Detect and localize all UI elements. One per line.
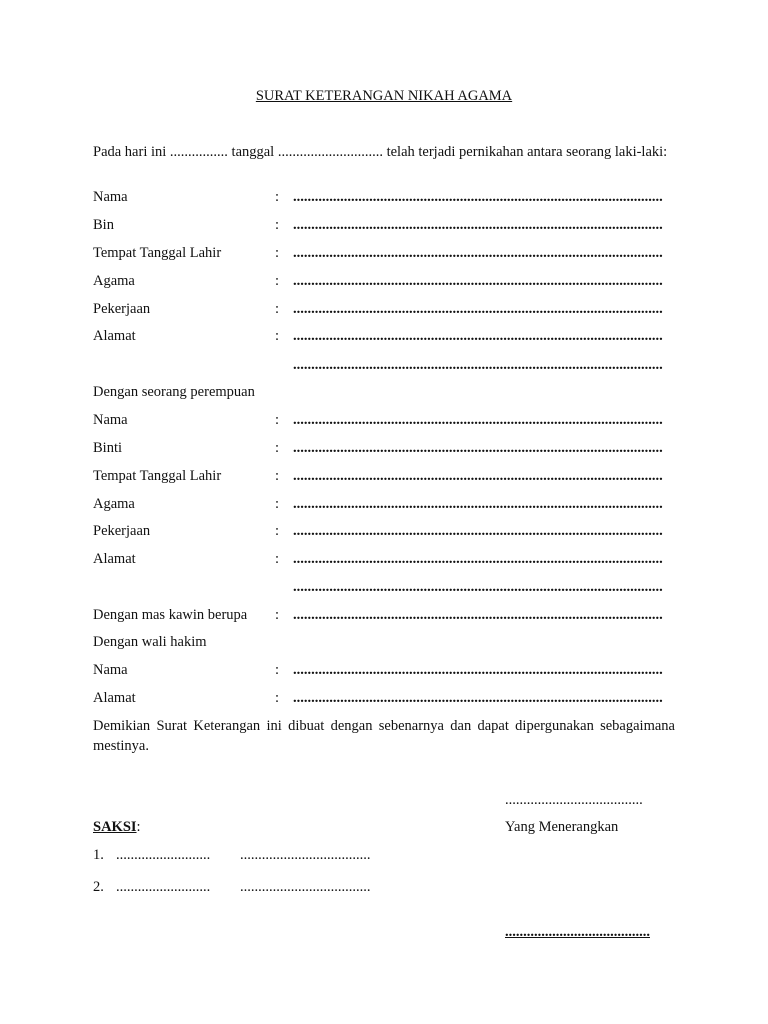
field-fill-line: ...................................................................................................... <box>293 690 663 706</box>
bride-field-alamat-cont <box>93 577 675 597</box>
groom-field-agama <box>93 271 675 291</box>
guardian-field-alamat <box>93 688 675 708</box>
field-label: Agama <box>93 496 135 512</box>
field-label: Nama <box>93 412 128 428</box>
field-fill-line: ...................................................................................................... <box>293 328 663 344</box>
field-fill-line: ...................................................................................................... <box>293 551 663 567</box>
field-colon: : <box>275 245 280 261</box>
field-colon: : <box>275 189 280 205</box>
closing-paragraph: Demikian Surat Keterangan ini dibuat dengan sebenarnya dan dapat dipergunakan sebagaimana mestinya. <box>93 718 675 754</box>
field-colon: : <box>275 662 280 678</box>
field-fill-line: ...................................................................................................... <box>293 662 663 678</box>
intro-paragraph: Pada hari ini ................ tanggal ............................. telah terjadi pernikahan antara seorang laki-laki: <box>93 144 668 160</box>
field-fill-line: ...................................................................................................... <box>293 523 663 539</box>
bride-field-nama <box>93 410 675 430</box>
field-label: Pekerjaan <box>93 301 151 317</box>
field-colon: : <box>275 496 280 512</box>
witness-sign-line: .................................... <box>240 847 371 863</box>
groom-field-pekerjaan <box>93 299 675 319</box>
witness-sign-line: .................................... <box>240 879 371 895</box>
field-colon: : <box>275 440 280 456</box>
field-label: Alamat <box>93 328 136 344</box>
field-colon: : <box>275 551 280 567</box>
field-label: Dengan mas kawin berupa <box>93 607 248 623</box>
bride-field-binti <box>93 438 675 458</box>
field-fill-line: ...................................................................................................... <box>293 440 663 456</box>
field-colon: : <box>275 468 280 484</box>
signature-name-line: ........................................ <box>505 924 650 940</box>
bride-field-pekerjaan <box>93 521 675 541</box>
field-label: Bin <box>93 217 114 233</box>
witness-number: 2. <box>93 879 104 895</box>
witness-label-suffix: : <box>136 819 141 835</box>
field-label: Alamat <box>93 551 136 567</box>
witness-heading <box>93 817 141 837</box>
field-fill-line: ...................................................................................................... <box>293 357 663 373</box>
field-label: Tempat Tanggal Lahir <box>93 245 222 261</box>
witness-name-line: .......................... <box>116 879 211 895</box>
bride-field-agama <box>93 494 675 514</box>
field-label: Agama <box>93 273 135 289</box>
field-fill-line: ...................................................................................................... <box>293 468 663 484</box>
guardian-field-nama <box>93 660 675 680</box>
groom-field-alamat-cont <box>93 355 675 375</box>
signature-date-line: ...................................... <box>505 792 643 808</box>
groom-field-bin <box>93 215 675 235</box>
field-label: Binti <box>93 440 123 456</box>
field-fill-line: ...................................................................................................... <box>293 579 663 595</box>
field-colon: : <box>275 607 280 623</box>
bride-field-ttl <box>93 466 675 486</box>
witness-label: SAKSI <box>93 819 137 835</box>
field-colon: : <box>275 690 280 706</box>
groom-field-nama <box>93 187 675 207</box>
dowry-field <box>93 605 675 625</box>
groom-field-ttl <box>93 243 675 263</box>
field-colon: : <box>275 273 280 289</box>
field-label: Tempat Tanggal Lahir <box>93 468 222 484</box>
field-colon: : <box>275 328 280 344</box>
field-label: Nama <box>93 189 128 205</box>
field-fill-line: ...................................................................................................... <box>293 245 663 261</box>
field-fill-line: ...................................................................................................... <box>293 217 663 233</box>
field-label: Nama <box>93 662 128 678</box>
groom-field-alamat <box>93 326 675 346</box>
bride-field-alamat <box>93 549 675 569</box>
guardian-heading: Dengan wali hakim <box>93 634 207 650</box>
field-colon: : <box>275 301 280 317</box>
field-colon: : <box>275 217 280 233</box>
field-fill-line: ...................................................................................................... <box>293 273 663 289</box>
bride-heading: Dengan seorang perempuan <box>93 384 255 400</box>
document-title: SURAT KETERANGAN NIKAH AGAMA <box>255 88 513 104</box>
field-colon: : <box>275 412 280 428</box>
field-fill-line: ...................................................................................................... <box>293 301 663 317</box>
witness-number: 1. <box>93 847 104 863</box>
witness-name-line: .......................... <box>116 847 211 863</box>
field-colon: : <box>275 523 280 539</box>
field-label: Pekerjaan <box>93 523 151 539</box>
field-fill-line: ...................................................................................................... <box>293 189 663 205</box>
field-fill-line: ...................................................................................................... <box>293 496 663 512</box>
field-fill-line: ...................................................................................................... <box>293 412 663 428</box>
field-fill-line: ...................................................................................................... <box>293 607 663 623</box>
field-label: Alamat <box>93 690 136 706</box>
signature-title: Yang Menerangkan <box>505 819 619 835</box>
